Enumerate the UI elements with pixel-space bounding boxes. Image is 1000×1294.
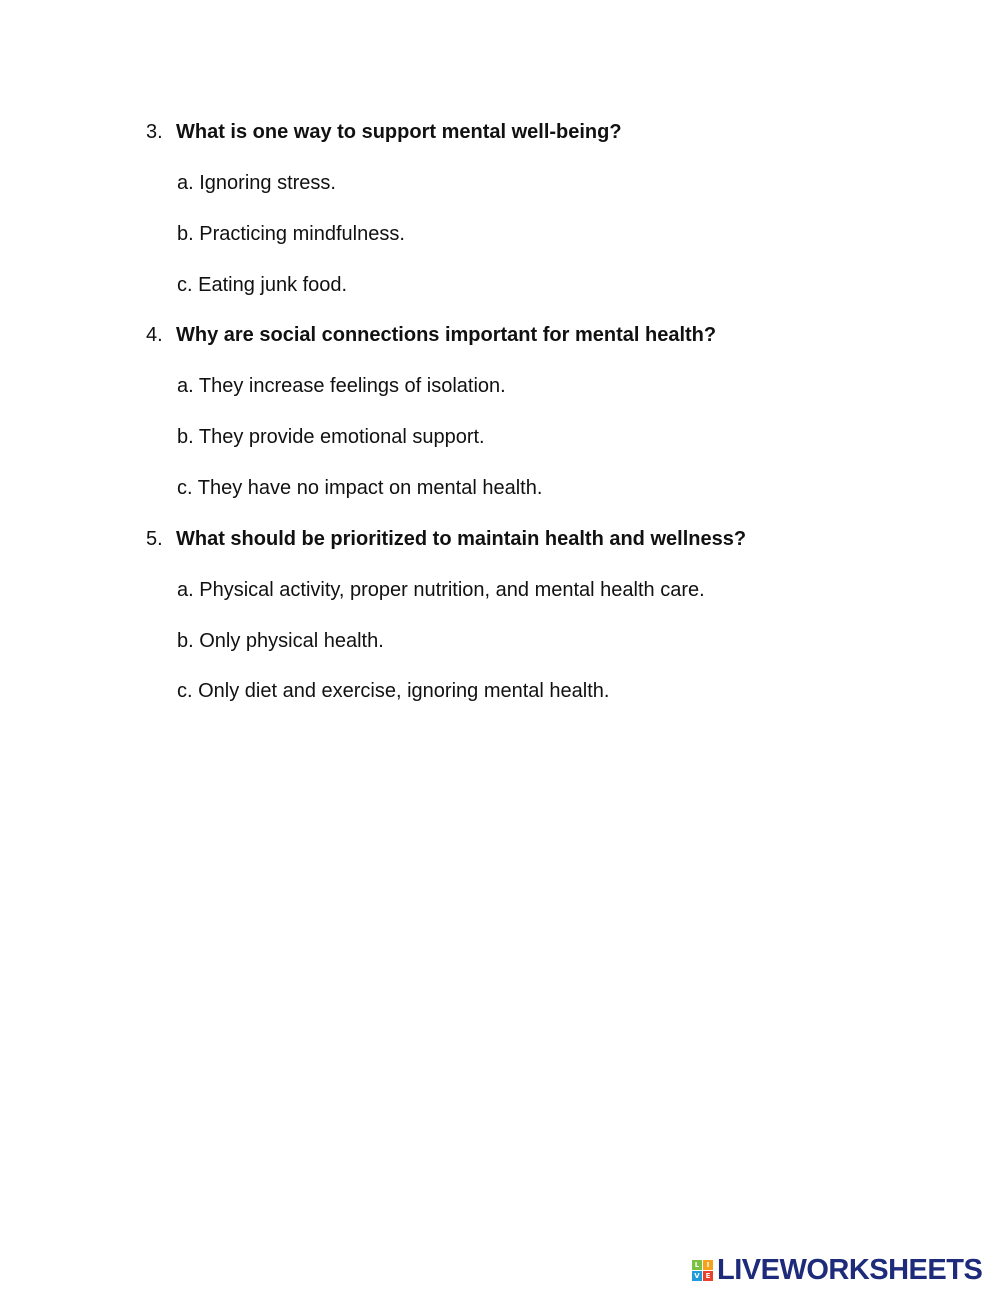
answer-option[interactable]: b. They provide emotional support.: [177, 426, 485, 448]
answer-option[interactable]: b. Practicing mindfulness.: [177, 223, 405, 245]
answer-option[interactable]: c. They have no impact on mental health.: [177, 477, 543, 499]
question-text: What is one way to support mental well-being?: [176, 121, 622, 143]
liveworksheets-logo-icon: [692, 1260, 713, 1281]
question-4: [146, 323, 716, 347]
logo-icon-tile: V: [692, 1271, 702, 1281]
question-number: 4.: [146, 324, 163, 346]
answer-option[interactable]: a. They increase feelings of isolation.: [177, 375, 506, 397]
answer-option[interactable]: a. Ignoring stress.: [177, 172, 336, 194]
question-3: [146, 120, 622, 144]
logo-icon-tile: I: [703, 1260, 713, 1270]
liveworksheets-logo: [692, 1255, 982, 1285]
question-number: 5.: [146, 528, 163, 550]
question-5: [146, 527, 746, 551]
answer-option[interactable]: c. Only diet and exercise, ignoring mental health.: [177, 680, 610, 702]
logo-icon-tile: L: [692, 1260, 702, 1270]
answer-option[interactable]: b. Only physical health.: [177, 630, 384, 652]
logo-icon-tile: E: [703, 1271, 713, 1281]
answer-option[interactable]: a. Physical activity, proper nutrition, and mental health care.: [177, 579, 705, 601]
answer-option[interactable]: c. Eating junk food.: [177, 274, 348, 296]
question-text: Why are social connections important for mental health?: [176, 324, 717, 346]
logo-text: LIVEWORKSHEETS: [717, 1254, 983, 1286]
question-text: What should be prioritized to maintain health and wellness?: [176, 528, 747, 550]
question-number: 3.: [146, 121, 163, 143]
